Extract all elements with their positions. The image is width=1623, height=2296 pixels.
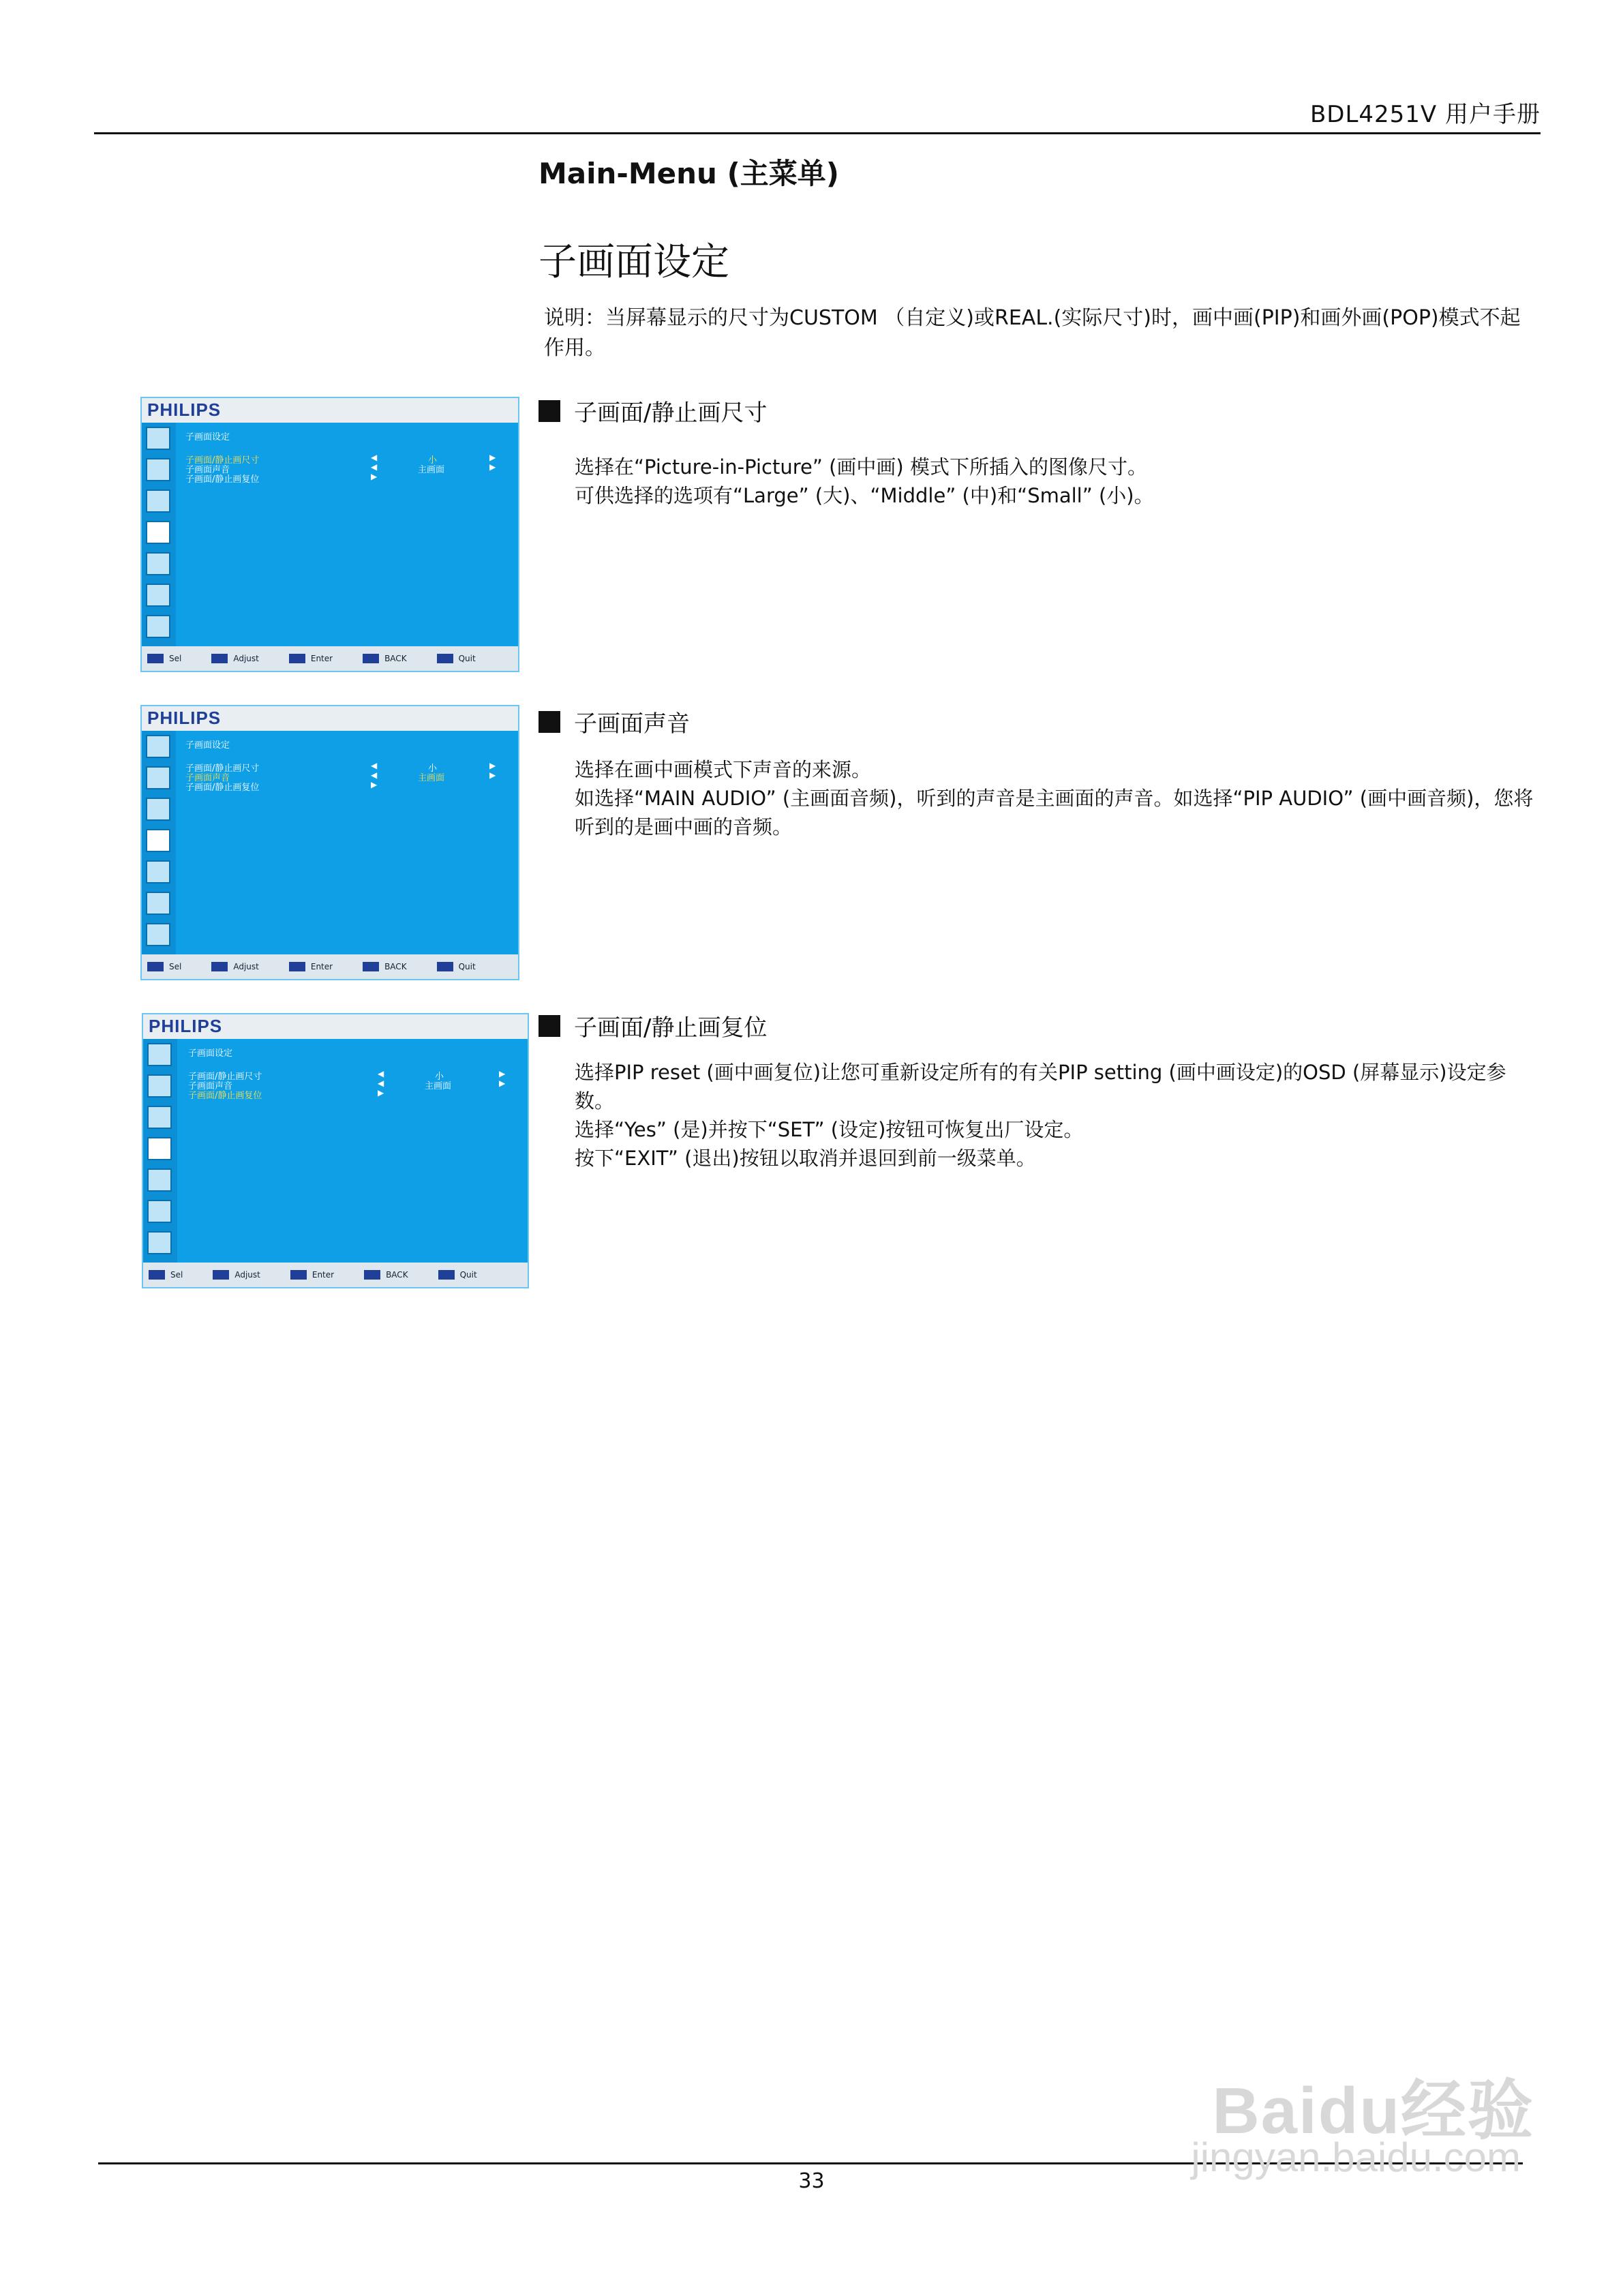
pip-icon bbox=[147, 1137, 172, 1160]
osd-value: 主画面 bbox=[425, 1081, 452, 1091]
item-heading-pip-reset bbox=[539, 1009, 767, 1042]
osd-row: 子画面声音 bbox=[188, 1081, 233, 1091]
advanced-icon bbox=[147, 1231, 172, 1254]
osd-key-bar: Sel Adjust Enter BACK Quit bbox=[142, 646, 518, 671]
osd-row: 子画面/静止画尺寸 bbox=[185, 455, 260, 466]
philips-logo: PHILIPS bbox=[147, 399, 222, 420]
osd-sidebar bbox=[142, 423, 176, 646]
osd-row: 子画面/静止画尺寸 bbox=[185, 764, 260, 774]
osd-row: 子画面声音 bbox=[185, 465, 230, 475]
osd-sidebar bbox=[143, 1039, 177, 1263]
osd-row: 子画面/静止画复位 bbox=[185, 783, 260, 793]
item-body-pip-audio bbox=[575, 755, 1543, 841]
bullet-square-icon bbox=[539, 400, 560, 422]
osd-value: 主画面 bbox=[418, 773, 445, 783]
osd-menu-title: 子画面设定 bbox=[188, 1048, 233, 1059]
osd-row: 子画面/静止画尺寸 bbox=[188, 1072, 262, 1082]
advanced-icon bbox=[146, 923, 170, 946]
picture-icon bbox=[146, 427, 170, 450]
item-line: 如选择“MAIN AUDIO” (主画面音频)，听到的声音是主画面的声音。如选择“PIP AUDIO” (画中画音频)，您将听到的是画中画的音频。 bbox=[575, 787, 1534, 839]
item-body-pip-size bbox=[575, 453, 1543, 510]
screen-icon bbox=[146, 766, 170, 789]
header-rule bbox=[94, 132, 1541, 134]
left-arrow-icon: ◀ bbox=[371, 761, 378, 770]
main-menu-heading: Main-Menu (主菜单) bbox=[539, 157, 839, 190]
osd-key-bar: Sel Adjust Enter BACK Quit bbox=[143, 1263, 528, 1287]
item-heading-pip-audio bbox=[539, 705, 690, 738]
osd-row: 子画面声音 bbox=[185, 773, 230, 783]
audio-icon bbox=[147, 1106, 172, 1129]
osd-screenshot-pip-size bbox=[140, 397, 519, 672]
right-arrow-icon: ▶ bbox=[489, 761, 496, 770]
left-arrow-icon: ◀ bbox=[371, 770, 378, 780]
config2-icon bbox=[147, 1200, 172, 1223]
left-arrow-icon: ◀ bbox=[378, 1069, 384, 1078]
item-heading-text: 子画面声音 bbox=[574, 710, 690, 738]
item-line: 选择在“Picture-in-Picture” (画中画) 模式下所插入的图像尺寸。 bbox=[575, 455, 1147, 479]
osd-value: 小 bbox=[428, 764, 438, 774]
philips-logo: PHILIPS bbox=[147, 708, 222, 728]
picture-icon bbox=[147, 1043, 172, 1066]
osd-sidebar bbox=[142, 731, 176, 954]
item-line: 选择PIP reset (画中画复位)让您可重新设定所有的有关PIP setting (画中画设定)的OSD (屏幕显示)设定参数。 bbox=[575, 1061, 1506, 1113]
audio-icon bbox=[146, 489, 170, 513]
config1-icon bbox=[147, 1168, 172, 1192]
right-arrow-icon: ▶ bbox=[499, 1078, 506, 1088]
page-number: 33 bbox=[798, 2169, 825, 2193]
osd-menu-title: 子画面设定 bbox=[185, 740, 230, 751]
osd-screenshot-pip-reset bbox=[142, 1013, 529, 1288]
section-title: 子画面设定 bbox=[539, 240, 729, 284]
pip-icon bbox=[146, 829, 170, 852]
left-arrow-icon: ◀ bbox=[371, 462, 378, 472]
osd-row: 子画面/静止画复位 bbox=[188, 1091, 262, 1101]
item-heading-text: 子画面/静止画复位 bbox=[574, 1014, 768, 1042]
right-arrow-icon: ▶ bbox=[378, 1088, 384, 1098]
config1-icon bbox=[146, 860, 170, 883]
config2-icon bbox=[146, 892, 170, 915]
config1-icon bbox=[146, 552, 170, 575]
audio-icon bbox=[146, 798, 170, 821]
item-line: 按下“EXIT” (退出)按钮以取消并退回到前一级菜单。 bbox=[575, 1147, 1036, 1170]
screen-icon bbox=[147, 1074, 172, 1098]
right-arrow-icon: ▶ bbox=[489, 770, 496, 780]
item-heading-pip-size bbox=[539, 394, 767, 427]
osd-value: 小 bbox=[428, 455, 438, 466]
watermark-logo: Baidu经验 bbox=[1212, 2074, 1534, 2147]
item-line: 选择在画中画模式下声音的来源。 bbox=[575, 758, 872, 781]
advanced-icon bbox=[146, 615, 170, 638]
config2-icon bbox=[146, 584, 170, 607]
left-arrow-icon: ◀ bbox=[371, 453, 378, 462]
right-arrow-icon: ▶ bbox=[489, 453, 496, 462]
bullet-square-icon bbox=[539, 1015, 560, 1037]
item-line: 选择“Yes” (是)并按下“SET” (设定)按钮可恢复出厂设定。 bbox=[575, 1118, 1084, 1141]
item-body-pip-reset bbox=[575, 1058, 1543, 1173]
osd-screenshot-pip-audio bbox=[140, 705, 519, 980]
osd-row: 子画面/静止画复位 bbox=[185, 474, 260, 485]
osd-value: 主画面 bbox=[418, 465, 445, 475]
right-arrow-icon: ▶ bbox=[371, 780, 378, 789]
item-line: 可供选择的选项有“Large” (大)、“Middle” (中)和“Small” (小)。 bbox=[575, 484, 1154, 507]
screen-icon bbox=[146, 458, 170, 481]
note-text: 说明：当屏幕显示的尺寸为CUSTOM （自定义)或REAL.(实际尺寸)时，画中画(PIP)和画外画(POP)模式不起作用。 bbox=[544, 306, 1521, 360]
right-arrow-icon: ▶ bbox=[499, 1069, 506, 1078]
pip-icon bbox=[146, 521, 170, 544]
bullet-square-icon bbox=[539, 711, 560, 733]
osd-value: 小 bbox=[435, 1072, 444, 1082]
right-arrow-icon: ▶ bbox=[371, 472, 378, 481]
watermark-url: jingyan.baidu.com bbox=[1191, 2134, 1521, 2180]
header-title: BDL4251V 用户手册 bbox=[1309, 101, 1541, 128]
philips-logo: PHILIPS bbox=[149, 1016, 223, 1036]
osd-key-bar: Sel Adjust Enter BACK Quit bbox=[142, 954, 518, 979]
left-arrow-icon: ◀ bbox=[378, 1078, 384, 1088]
item-heading-text: 子画面/静止画尺寸 bbox=[574, 399, 768, 427]
picture-icon bbox=[146, 735, 170, 758]
osd-menu-title: 子画面设定 bbox=[185, 432, 230, 442]
right-arrow-icon: ▶ bbox=[489, 462, 496, 472]
